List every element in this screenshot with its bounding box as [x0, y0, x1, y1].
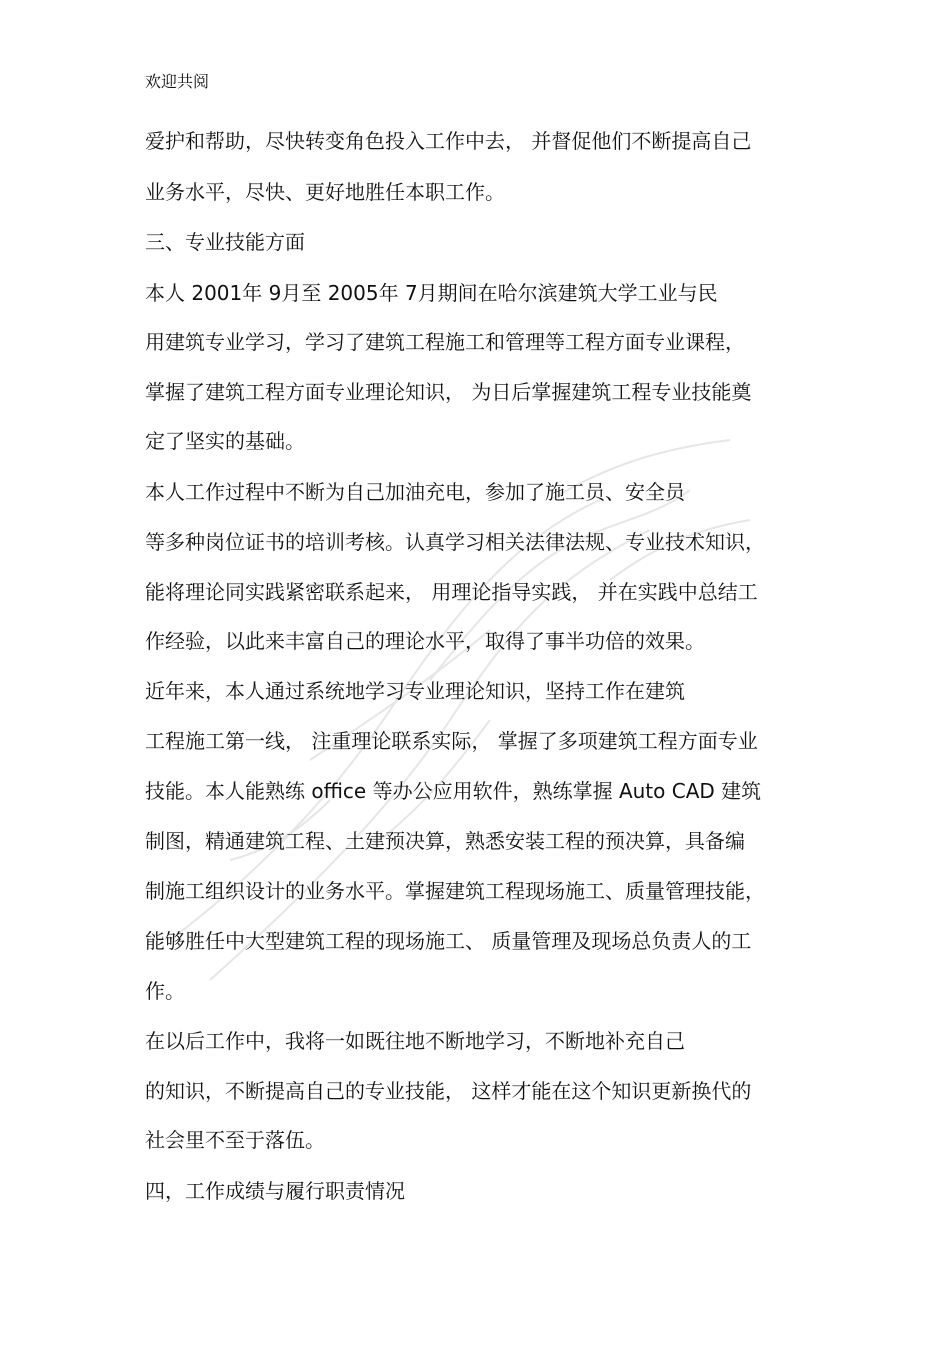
text-line-1: 爱护和帮助，尽快转变角色投入工作中去， 并督促他们不断提高自己 [145, 129, 752, 153]
text-line-10: 能将理论同实践紧密联系起来， 用理论指导实践， 并在实践中总结工 [145, 580, 758, 604]
text-line-18: 作。 [145, 979, 185, 1003]
text-line-15: 制图，精通建筑工程、土建预决算，熟悉安装工程的预决算，具备编 [145, 829, 745, 853]
text-line-16: 制施工组织设计的业务水平。掌握建筑工程现场施工、质量管理技能， [145, 879, 765, 903]
text-line-5: 用建筑专业学习，学习了建筑工程施工和管理等工程方面专业课程， [145, 330, 745, 354]
text-line-20: 的知识，不断提高自己的专业技能， 这样才能在这个知识更新换代的 [145, 1079, 752, 1103]
text-line-7: 定了坚实的基础。 [145, 429, 305, 453]
section-heading-3: 三、专业技能方面 [145, 230, 305, 254]
text-line-6: 掌握了建筑工程方面专业理论知识， 为日后掌握建筑工程专业技能奠 [145, 380, 752, 404]
text-line-8: 本人工作过程中不断为自己加油充电，参加了施工员、安全员 [145, 480, 685, 504]
text-line-2: 业务水平，尽快、更好地胜任本职工作。 [145, 180, 505, 204]
text-line-21: 社会里不至于落伍。 [145, 1128, 325, 1152]
text-line-4: 本人 2001年 9月至 2005年 7月期间在哈尔滨建筑大学工业与民 [145, 281, 718, 305]
text-line-19: 在以后工作中，我将一如既往地不断地学习，不断地补充自己 [145, 1029, 685, 1053]
text-line-9: 等多种岗位证书的培训考核。认真学习相关法律法规、专业技术知识， [145, 530, 765, 554]
text-line-13: 工程施工第一线， 注重理论联系实际， 掌握了多项建筑工程方面专业 [145, 729, 758, 753]
text-line-14: 技能。本人能熟练 office 等办公应用软件，熟练掌握 Auto CAD 建筑 [145, 779, 762, 803]
text-line-11: 作经验，以此来丰富自己的理论水平，取得了事半功倍的效果。 [145, 629, 705, 653]
section-heading-22: 四，工作成绩与履行职责情况 [145, 1179, 405, 1203]
text-line-12: 近年来，本人通过系统地学习专业理论知识，坚持工作在建筑 [145, 679, 685, 703]
text-line-17: 能够胜任中大型建筑工程的现场施工、 质量管理及现场总负责人的工 [145, 929, 752, 953]
page-header: 欢迎共阅 [145, 72, 210, 91]
